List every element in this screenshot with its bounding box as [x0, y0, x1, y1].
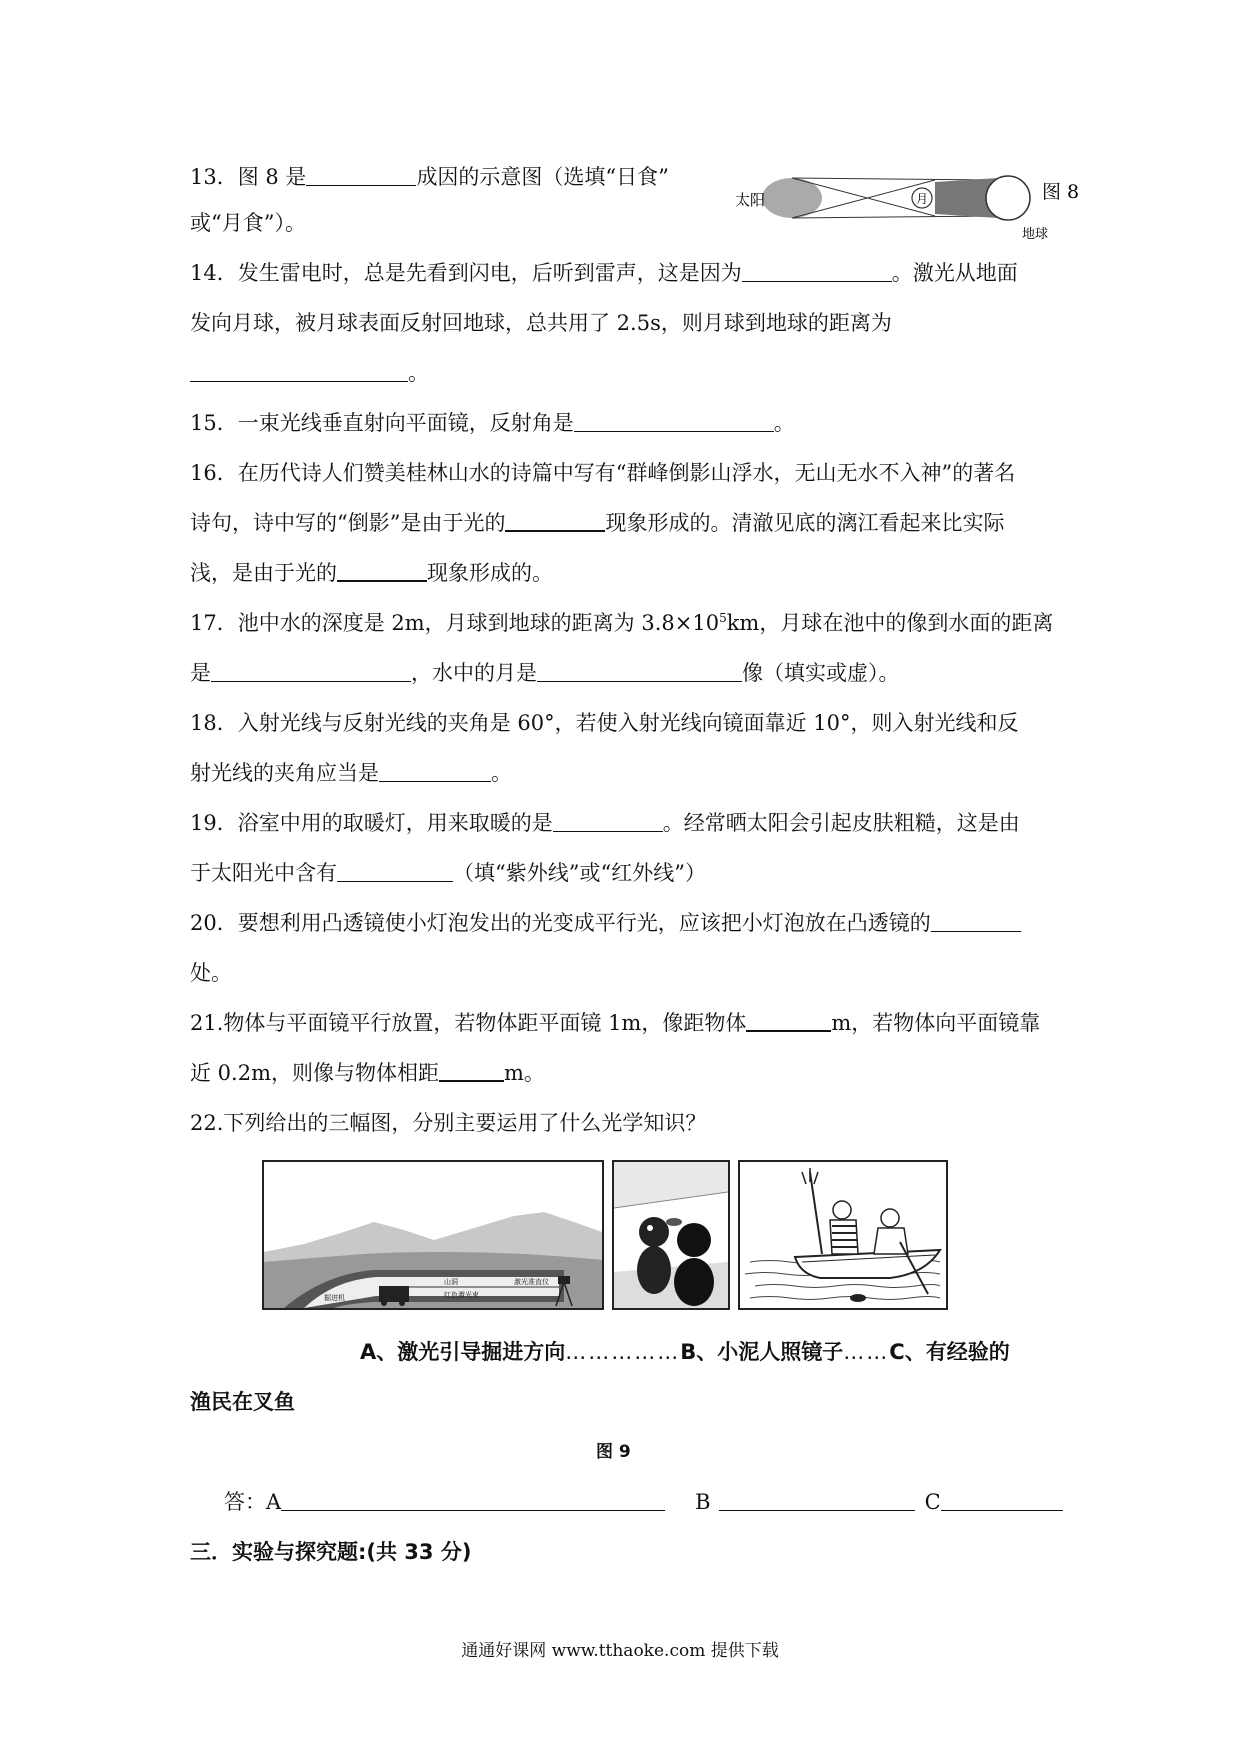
q14-line1: 14．发生雷电时，总是先看到闪电，后听到雷声，这是因为 。激光从地面 — [190, 261, 1018, 285]
fig8-sun-label: 太阳 — [735, 191, 766, 209]
q19-blank-1[interactable] — [553, 809, 663, 832]
q15-blank[interactable] — [574, 409, 774, 432]
q16-line3: 浅，是由于光的 现象形成的。 — [190, 558, 553, 588]
q22-line1: 22.下列给出的三幅图，分别主要运用了什么光学知识？ — [190, 1111, 707, 1135]
q20-line1: 20．要想利用凸透镜使小灯泡发出的光变成平行光，应该把小灯泡放在凸透镜的 — [190, 908, 1021, 938]
q22-answer-line: 答：A B C — [224, 1487, 1063, 1517]
q19-line2: 于太阳光中含有 （填“紫外线”或“红外线”） — [190, 861, 706, 885]
q16-blank-1[interactable] — [505, 508, 605, 532]
q21-line1: 21.物体与平面镜平行放置，若物体距平面镜 1m，像距物体 m，若物体向平面镜靠 — [190, 1008, 1040, 1038]
q14-blank-2[interactable] — [190, 359, 408, 382]
label-cave: 山洞 — [444, 1278, 458, 1286]
q15-line: 15．一束光线垂直射向平面镜，反射角是 。 — [190, 411, 795, 435]
tunnel-illustration — [264, 1162, 602, 1308]
page-footer: 通通好课网 www.tthaoke.com 提供下载 — [461, 1641, 779, 1661]
answer-b-blank[interactable] — [719, 1488, 915, 1511]
q17-blank-2[interactable] — [537, 659, 742, 682]
answer-a-blank[interactable] — [281, 1488, 665, 1511]
q21-blank-1[interactable] — [746, 1008, 831, 1032]
clay-mirror-illustration — [614, 1162, 728, 1308]
earth-shape — [986, 176, 1030, 220]
label-laser-collimator: 激光准直仪 — [514, 1278, 549, 1286]
q16-line2: 诗句，诗中写的“倒影”是由于光的 现象形成的。清澈见底的漓江看起来比实际 — [190, 508, 1004, 538]
fig8-earth-label: 地球 — [1022, 227, 1049, 240]
q17-line1: 17．池中水的深度是 2m，月球到地球的距离为 $3.8\times 10^5km$，月球在池中的像到水面的距离 — [190, 611, 1054, 635]
q16-line1: 16．在历代诗人们赞美桂林山水的诗篇中写有“群峰倒影山浮水，无山无水不入神”的著名 — [190, 461, 1016, 485]
q13-line2: 或“月食”）。 — [190, 211, 306, 235]
fig8-moon-label: 月 — [916, 192, 929, 206]
figure-9-captions: A、激光引导掘进方向……………B、小泥人照镜子……C、有经验的 — [360, 1340, 1010, 1364]
fisherman-illustration — [740, 1162, 946, 1308]
q16-blank-2[interactable] — [337, 558, 427, 582]
q19-line1: 19．浴室中用的取暖灯，用来取暖的是 。经常晒太阳会引起皮肤粗糙，这是由 — [190, 811, 1020, 835]
label-tunnel-machine: 掘进机 — [324, 1294, 345, 1302]
q19-blank-2[interactable] — [337, 859, 453, 882]
q18-line1: 18．入射光线与反射光线的夹角是 60°，若使入射光线向镜面靠近 10°，则入射光线和反 — [190, 711, 1019, 735]
section-3-heading: 三．实验与探究题:(共 33 分) — [190, 1540, 472, 1564]
q14-blank-1[interactable] — [742, 259, 892, 282]
figure-9c-fisherman — [738, 1160, 948, 1310]
q13-line1: 13．图 8 是 成因的示意图（选填“日食” — [190, 165, 669, 189]
q18-blank[interactable] — [379, 759, 491, 782]
q14-line3: 。 — [190, 358, 429, 388]
figure-9b-clay-mirror — [612, 1160, 730, 1310]
q20-blank[interactable] — [931, 909, 1021, 932]
label-red-laser: 红色激光束 — [444, 1291, 479, 1299]
q21-blank-2[interactable] — [439, 1058, 504, 1082]
q20-line2: 处。 — [190, 961, 232, 985]
q18-line2: 射光线的夹角应当是 。 — [190, 761, 512, 785]
q17-line2: 是 ，水中的月是 像（填实或虚）。 — [190, 661, 900, 685]
fig8-label: 图 8 — [1042, 181, 1080, 203]
q21-line2: 近 0.2m，则像与物体相距 m。 — [190, 1058, 545, 1088]
answer-c-blank[interactable] — [941, 1488, 1063, 1511]
figure-8-eclipse-diagram — [730, 168, 1080, 240]
q17-blank-1[interactable] — [211, 659, 411, 682]
q13-blank[interactable] — [306, 163, 416, 186]
q14-line2: 发向月球，被月球表面反射回地球，总共用了 2.5s，则月球到地球的距离为 — [190, 311, 892, 335]
figure-9a-laser-tunnel — [262, 1160, 604, 1310]
caption-c-continued: 渔民在叉鱼 — [190, 1390, 295, 1414]
figure-9-label: 图 9 — [596, 1442, 631, 1462]
